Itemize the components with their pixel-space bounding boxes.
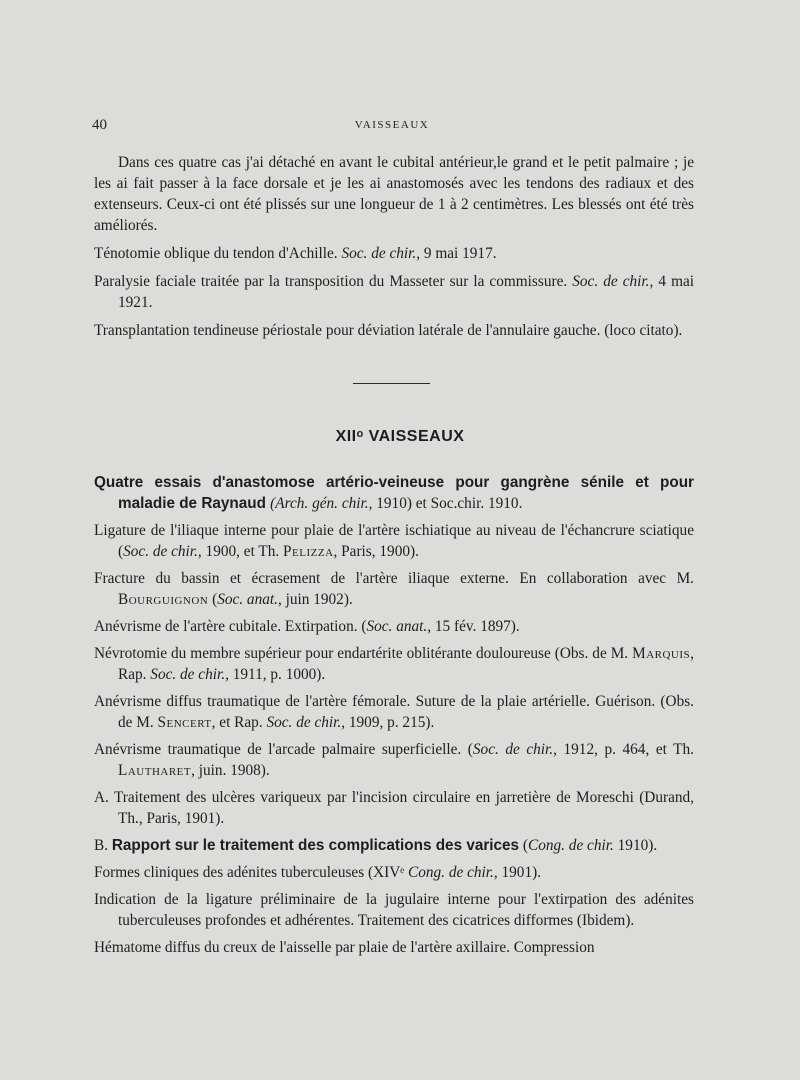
intro-entry-paralysie: Paralysie faciale traitée par la transposition du Masseter sur la commissure. Soc. de chir., 4 mai 1921. <box>94 273 695 311</box>
entry-nevrotomie: Névrotomie du membre supérieur pour endartérite oblitérante douloureuse (Obs. de M. Marquis, Rap. Soc. de chir., 1911, p. 1000). <box>94 645 694 683</box>
intro-paragraph: Dans ces quatre cas j'ai détaché en avant le cubital antérieur,le grand et le petit palmaire ; je les ai fait passer à la face dorsale et je les ai anastomosés avec les tendons des radiaux et des extenseurs. Ceux-ci ont été plissés sur une longueur de 1 à 2 centimètres. Les blessés ont été très améliorés. <box>94 154 694 234</box>
entries-block <box>94 472 694 958</box>
entry-ulceres-variqueux: A. Traitement des ulcères variqueux par l'incision circulaire en jarretière de Moreschi (Durand, Th., Paris, 1901). <box>94 789 694 827</box>
section-divider <box>353 383 430 384</box>
entry-rapport-varices: B. Rapport sur le traitement des complications des varices (Cong. de chir. 1910). <box>94 837 658 854</box>
entry-anastomose: Quatre essais d'anastomose artério-veineuse pour gangrène sénile et pour maladie de Raynaud (Arch. gén. chir., 1910) et Soc.chir. 1910. <box>94 474 694 512</box>
entry-anevrisme-cubitale: Anévrisme de l'artère cubitale. Extirpation. (Soc. anat., 15 fév. 1897). <box>94 618 520 635</box>
page-number: 40 <box>92 117 107 133</box>
page-header <box>92 117 692 137</box>
running-title: VAISSEAUX <box>354 119 430 131</box>
entry-ligature-jugulaire: Indication de la ligature préliminaire de la jugulaire interne pour l'extirpation des adénites tuberculeuses profondes et adhérentes. Traitement des cicatrices difformes (Ibidem). <box>94 891 694 929</box>
intro-entry-tenotomie: Ténotomie oblique du tendon d'Achille. Soc. de chir., 9 mai 1917. <box>94 245 497 262</box>
entry-anevrisme-femorale: Anévrisme diffus traumatique de l'artère fémorale. Suture de la plaie artérielle. Guérison. (Obs. de M. Sencert, et Rap. Soc. de chir., 1909, p. 215). <box>94 693 694 731</box>
entry-fracture-bassin: Fracture du bassin et écrasement de l'artère iliaque externe. En collaboration avec M. Bourguignon (Soc. anat., juin 1902). <box>94 570 694 608</box>
entry-ligature-iliaque: Ligature de l'iliaque interne pour plaie de l'artère ischiatique au niveau de l'échancrure sciatique (Soc. de chir., 1900, et Th. Pelizza, Paris, 1900). <box>94 522 694 560</box>
entry-hematome-aisselle: Hématome diffus du creux de l'aisselle par plaie de l'artère axillaire. Compression <box>94 939 595 956</box>
entry-anevrisme-palmaire: Anévrisme traumatique de l'arcade palmaire superficielle. (Soc. de chir., 1912, p. 464, et Th. Lautharet, juin. 1908). <box>94 741 694 779</box>
section-title: XIIᵒ VAISSEAUX <box>335 428 465 445</box>
intro-entry-transplantation: Transplantation tendineuse périostale pour déviation latérale de l'annulaire gauche. (loco citato). <box>94 322 683 339</box>
entry-adenites-formes: Formes cliniques des adénites tuberculeuses (XIVᵉ Cong. de chir., 1901). <box>94 864 542 881</box>
intro-block <box>94 152 694 341</box>
